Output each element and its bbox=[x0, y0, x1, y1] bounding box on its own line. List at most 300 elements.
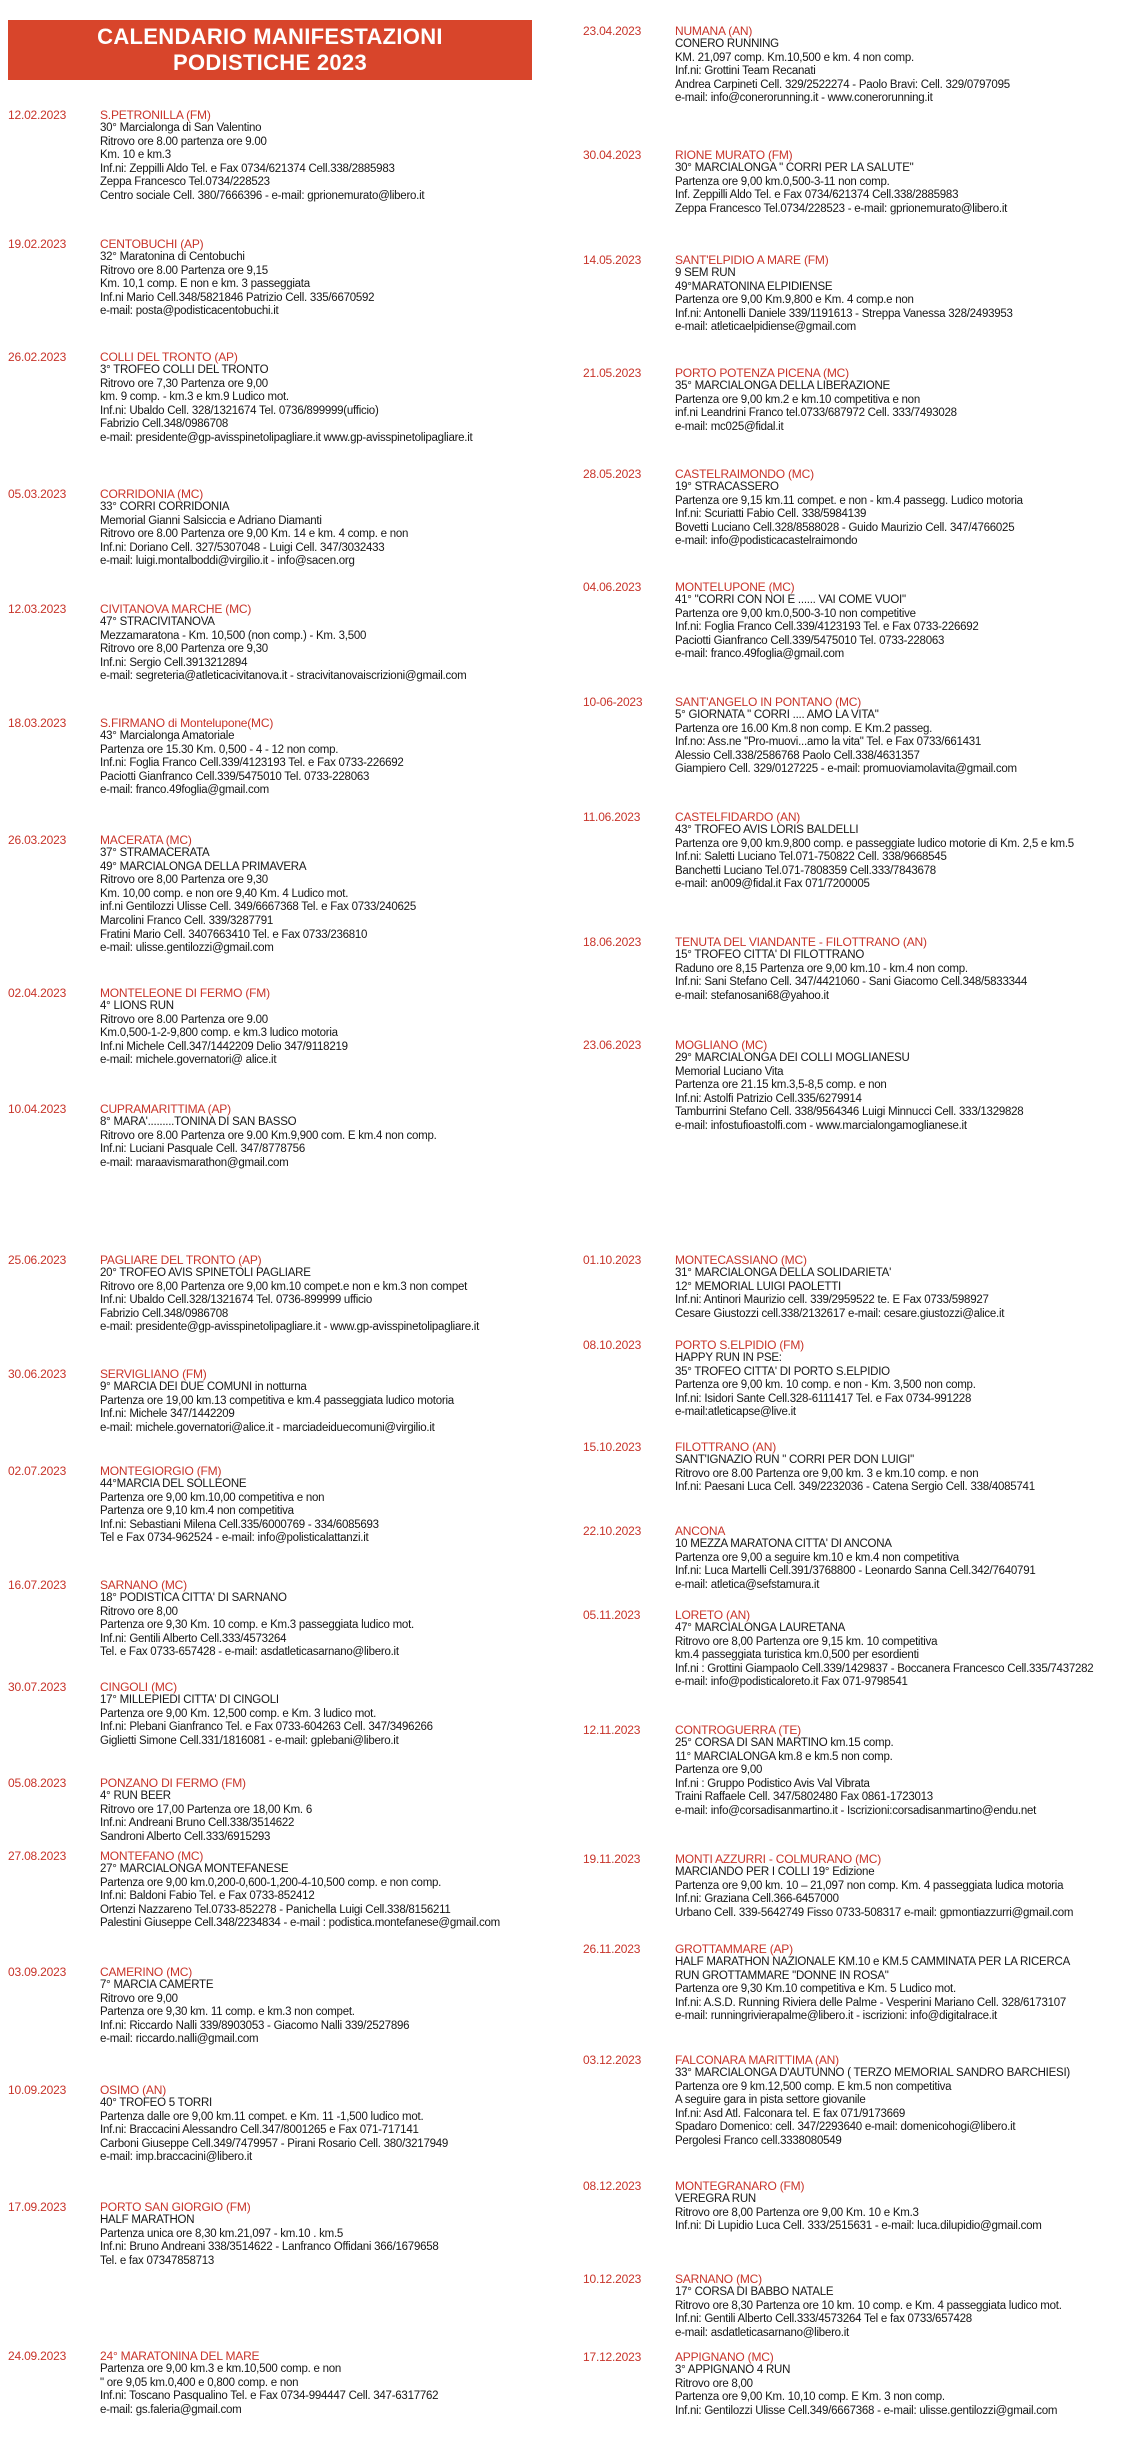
event-location: LORETO (AN) bbox=[675, 1608, 750, 1622]
event-date: 05.08.2023 bbox=[8, 1776, 67, 1790]
event-location: PAGLIARE DEL TRONTO (AP) bbox=[100, 1253, 262, 1267]
event-detail-line: Partenza ore 9,00 Km. 12,500 comp. e Km. 3 ludico mot. bbox=[100, 1707, 377, 1720]
event-detail-line: 19° STRACASSERO bbox=[675, 481, 779, 493]
event-detail-line: Ritrovo ore 8,00 Partenza ore 9,00 km.10 compet.e non e km.3 non compet bbox=[100, 1280, 468, 1293]
event-details bbox=[100, 833, 570, 956]
event-location: S.PETRONILLA (FM) bbox=[100, 108, 211, 122]
event-date: 25.06.2023 bbox=[8, 1253, 67, 1267]
event-detail-line: Partenza ore 9,00 Km. 10,10 comp. E Km. 3 non comp. bbox=[675, 2391, 945, 2404]
event-location: APPIGNANO (MC) bbox=[675, 2350, 774, 2364]
event-date: 30.04.2023 bbox=[583, 148, 642, 162]
event-detail-line: Pergolesi Franco cell.3338080549 bbox=[675, 2134, 842, 2147]
event-details bbox=[100, 1367, 570, 1435]
event-detail-line: Urbano Cell. 339-5642749 Fisso 0733-508317 e-mail: gpmontiazzurri@gmail.com bbox=[675, 1906, 1074, 1919]
event-detail-line: Giglietti Simone Cell.331/1816081 - e-mail: gplebani@libero.it bbox=[100, 1734, 399, 1747]
event-detail-line: Ritrovo ore 8,00 Partenza ore 9,30 bbox=[100, 643, 268, 656]
event-details bbox=[675, 2053, 1143, 2149]
event-details bbox=[675, 253, 1143, 335]
event-detail-line: RUN GROTTAMMARE "DONNE IN ROSA" bbox=[675, 1969, 889, 1982]
event-detail-line: 5° GIORNATA " CORRI .... AMO LA VITA" bbox=[675, 709, 879, 721]
event-detail-line: Partenza ore 9,00 km.0,500-3-10 non competitive bbox=[675, 607, 916, 620]
event-date: 21.05.2023 bbox=[583, 366, 642, 380]
event-detail-line: Inf.ni: Toscano Pasqualino Tel. e Fax 0734-994447 Cell. 347-6317762 bbox=[100, 2390, 439, 2403]
event-details bbox=[100, 602, 570, 684]
event-detail-line: Inf.ni: Gentilozzi Ulisse Cell.349/6667368 - e-mail: ulisse.gentilozzi@gmail.com bbox=[675, 2404, 1058, 2417]
event-detail-line: 4° RUN BEER bbox=[100, 1790, 171, 1802]
event-detail-line: e-mail: atleticaelpidiense@gmail.com bbox=[675, 321, 857, 334]
event-date: 03.09.2023 bbox=[8, 1965, 67, 1979]
event-detail-line: 11° MARCIALONGA km.8 e km.5 non comp. bbox=[675, 1750, 893, 1763]
event-detail-line: Inf.ni: Isidori Sante Cell.328-6111417 Tel. e Fax 0734-991228 bbox=[675, 1392, 972, 1405]
event-location: COLLI DEL TRONTO (AP) bbox=[100, 350, 238, 364]
event-detail-line: Partenza unica ore 8,30 km.21,097 - km.10 . km.5 bbox=[100, 2227, 344, 2240]
event-detail-line: Inf.ni: Sergio Cell.3913212894 bbox=[100, 656, 248, 669]
event-location: CENTOBUCHI (AP) bbox=[100, 237, 204, 251]
event-detail-line: HALF MARATHON NAZIONALE KM.10 e KM.5 CAMMINATA PER LA RICERCA bbox=[675, 1956, 1070, 1968]
event-date: 19.11.2023 bbox=[583, 1852, 641, 1866]
event-detail-line: Ritrovo ore 8.00 Partenza ore 9,15 bbox=[100, 264, 268, 277]
event-detail-line: Partenza ore 9,30 km. 11 comp. e km.3 non compet. bbox=[100, 2006, 355, 2019]
event-date: 03.12.2023 bbox=[583, 2053, 642, 2067]
event-detail-line: Inf.ni: Gentili Alberto Cell.333/4573264 bbox=[100, 1632, 287, 1645]
event-details bbox=[100, 1776, 570, 1844]
event-detail-line: Partenza ore 21.15 km.3,5-8,5 comp. e non bbox=[675, 1079, 887, 1092]
event-detail-line: Ritrovo ore 8.00 Partenza ore 9.00 bbox=[100, 1013, 268, 1026]
calendar-title-banner bbox=[8, 20, 532, 80]
event-date: 23.06.2023 bbox=[583, 1038, 642, 1052]
event-detail-line: e-mail: runningrivierapalme@libero.it - iscrizioni: info@digitalrace.it bbox=[675, 2010, 997, 2023]
event-detail-line: Ritrovo ore 8,00 Partenza ore 9,00 Km. 10 e Km.3 bbox=[675, 2206, 919, 2219]
event-details bbox=[675, 1253, 1143, 1321]
event-detail-line: Paciotti Gianfranco Cell.339/5475010 Tel. 0733-228063 bbox=[100, 770, 370, 783]
event-detail-line: Ritrovo ore 8,30 Partenza ore 10 km. 10 comp. e Km. 4 passeggiata ludico mot. bbox=[675, 2299, 1062, 2312]
event-detail-line: Inf.ni: Astolfi Patrizio Cell.335/6279914 bbox=[675, 1092, 862, 1105]
event-detail-line: Andrea Carpineti Cell. 329/2522274 - Paolo Bravi: Cell. 329/0797095 bbox=[675, 78, 1010, 91]
event-details bbox=[100, 1965, 570, 2047]
event-detail-line: Partenza ore 15.30 Km. 0,500 - 4 - 12 non comp. bbox=[100, 743, 339, 756]
event-location: CAMERINO (MC) bbox=[100, 1965, 193, 1979]
event-detail-line: Inf.ni: Bruno Andreani 338/3514622 - Lanfranco Offidani 366/1679658 bbox=[100, 2241, 439, 2254]
event-detail-line: e-mail: michele.governatori@ alice.it bbox=[100, 1054, 277, 1067]
event-date: 14.05.2023 bbox=[583, 253, 642, 267]
event-detail-line: 30° MARCIALONGA " CORRI PER LA SALUTE" bbox=[675, 162, 914, 174]
event-detail-line: 40° TROFEO 5 TORRI bbox=[100, 2097, 212, 2109]
event-detail-line: Giampiero Cell. 329/0127225 - e-mail: promuoviamolavita@gmail.com bbox=[675, 763, 1017, 776]
event-detail-line: Marcolini Franco Cell. 339/3287791 bbox=[100, 914, 274, 927]
event-detail-line: Ritrovo ore 8.00 partenza ore 9.00 bbox=[100, 135, 267, 148]
event-location: SERVIGLIANO (FM) bbox=[100, 1367, 207, 1381]
event-details bbox=[675, 24, 1143, 106]
event-detail-line: Partenza ore 9,00 km.10,00 competitiva e non bbox=[100, 1491, 325, 1504]
event-detail-line: 33° MARCIALONGA D'AUTUNNO ( TERZO MEMORIAL SANDRO BARCHIESI) bbox=[675, 2067, 1070, 2079]
event-detail-line: 25° CORSA DI SAN MARTINO km.15 comp. bbox=[675, 1737, 894, 1749]
event-detail-line: Inf.ni: Foglia Franco Cell.339/4123193 Tel. e Fax 0733-226692 bbox=[675, 621, 979, 634]
event-location: MOGLIANO (MC) bbox=[675, 1038, 768, 1052]
event-detail-line: Alessio Cell.338/2586768 Paolo Cell.338/4631357 bbox=[675, 749, 920, 762]
event-date: 18.06.2023 bbox=[583, 935, 642, 949]
event-location: MONTEGIORGIO (FM) bbox=[100, 1464, 222, 1478]
event-detail-line: Ritrovo ore 7,30 Partenza ore 9,00 bbox=[100, 377, 268, 390]
event-detail-line: e-mail: riccardo.nalli@gmail.com bbox=[100, 2033, 259, 2046]
event-detail-line: Inf.ni: Antonelli Daniele 339/1191613 - Streppa Vanessa 328/2493953 bbox=[675, 307, 1013, 320]
event-location: ANCONA bbox=[675, 1524, 726, 1538]
event-detail-line: Partenza ore 9,10 km.4 non competitiva bbox=[100, 1505, 294, 1518]
event-detail-line: VEREGRA RUN bbox=[675, 2193, 756, 2205]
event-date: 26.02.2023 bbox=[8, 350, 67, 364]
event-date: 28.05.2023 bbox=[583, 467, 642, 481]
event-detail-line: Partenza ore 9,30 Km.10 competitiva e Km. 5 Ludico mot. bbox=[675, 1983, 956, 1996]
event-detail-line: Paciotti Gianfranco Cell.339/5475010 Tel. 0733-228063 bbox=[675, 634, 945, 647]
event-detail-line: 31° MARCIALONGA DELLA SOLIDARIETA' bbox=[675, 1267, 892, 1279]
event-detail-line: 20° TROFEO AVIS SPINETOLI PAGLIARE bbox=[100, 1267, 311, 1279]
event-location: SARNANO (MC) bbox=[100, 1578, 187, 1592]
event-detail-line: Partenza ore 9,00 km.9,800 comp. e passeggiate ludico motorie di Km. 2,5 e km.5 bbox=[675, 837, 1074, 850]
event-detail-line: Partenza ore 9,00 km.3 e km.10,500 comp. e non bbox=[100, 2363, 342, 2375]
event-detail-line: Inf.ni : Grottini Giampaolo Cell.339/1429837 - Boccanera Francesco Cell.335/7437282 bbox=[675, 1662, 1094, 1675]
event-location: SARNANO (MC) bbox=[675, 2272, 762, 2286]
event-detail-line: 4° LIONS RUN bbox=[100, 1000, 174, 1012]
event-detail-line: KM. 21,097 comp. Km.10,500 e km. 4 non comp. bbox=[675, 51, 914, 64]
event-detail-line: Memorial Gianni Salsiccia e Adriano Diamanti bbox=[100, 514, 322, 527]
event-detail-line: Partenza ore 9 km.12,500 comp. E km.5 non competitiva bbox=[675, 2080, 952, 2093]
event-details bbox=[100, 487, 570, 569]
event-location: PORTO S.ELPIDIO (FM) bbox=[675, 1338, 804, 1352]
event-location: MONTEFANO (MC) bbox=[100, 1849, 204, 1863]
event-detail-line: e-mail: info@podisticaloreto.it Fax 071-9798541 bbox=[675, 1676, 908, 1689]
event-date: 12.03.2023 bbox=[8, 602, 67, 616]
event-detail-line: e-mail: stefanosani68@yahoo.it bbox=[675, 989, 829, 1002]
event-date: 30.06.2023 bbox=[8, 1367, 67, 1381]
event-detail-line: Mezzamaratona - Km. 10,500 (non comp.) - Km. 3,500 bbox=[100, 629, 367, 642]
event-date: 12.02.2023 bbox=[8, 108, 67, 122]
event-detail-line: 44°MARCIA DEL SOLLEONE bbox=[100, 1478, 247, 1490]
event-details bbox=[675, 935, 1143, 1003]
event-date: 01.10.2023 bbox=[583, 1253, 642, 1267]
event-detail-line: e-mail: imp.braccacini@libero.it bbox=[100, 2151, 252, 2164]
event-detail-line: HALF MARATHON bbox=[100, 2214, 195, 2226]
event-detail-line: Inf. Zeppilli Aldo Tel. e Fax 0734/621374 Cell.338/2885983 bbox=[675, 189, 959, 202]
event-detail-line: Ortenzi Nazzareno Tel.0733-852278 - Panichella Luigi Cell.338/8156211 bbox=[100, 1903, 451, 1916]
event-detail-line: 35° TROFEO CITTA' DI PORTO S.ELPIDIO bbox=[675, 1365, 890, 1378]
event-details bbox=[100, 1849, 570, 1931]
event-detail-line: Partenza ore 9,00 Km.9,800 e Km. 4 comp.e non bbox=[675, 294, 914, 307]
event-detail-line: Sandroni Alberto Cell.333/6915293 bbox=[100, 1830, 271, 1843]
event-details bbox=[675, 2179, 1143, 2234]
event-location: MONTEGRANARO (FM) bbox=[675, 2179, 805, 2193]
event-location: PORTO POTENZA PICENA (MC) bbox=[675, 366, 849, 380]
event-detail-line: Fabrizio Cell.348/0986708 bbox=[100, 418, 229, 431]
event-detail-line: 37° STRAMACERATA bbox=[100, 847, 210, 859]
event-detail-line: e-mail: atletica@sefstamura.it bbox=[675, 1578, 820, 1591]
event-details bbox=[100, 1464, 570, 1546]
event-detail-line: e-mail:atleticapse@live.it bbox=[675, 1406, 796, 1419]
event-detail-line: Tel. e Fax 0733-657428 - e-mail: asdatleticasarnano@libero.it bbox=[100, 1646, 399, 1659]
event-detail-line: e-mail: an009@fidal.it Fax 071/7200005 bbox=[675, 878, 870, 891]
event-detail-line: 49° MARCIALONGA DELLA PRIMAVERA bbox=[100, 860, 307, 873]
event-detail-line: e-mail: michele.governatori@alice.it - marciadeiduecomuni@virgilio.it bbox=[100, 1421, 435, 1434]
event-location: CIVITANOVA MARCHE (MC) bbox=[100, 602, 252, 616]
event-detail-line: Ritrovo ore 8.00 Partenza ore 9,00 Km. 14 e km. 4 comp. e non bbox=[100, 528, 409, 541]
event-details bbox=[675, 467, 1143, 549]
event-detail-line: 47° STRACIVITANOVA bbox=[100, 616, 215, 628]
event-date: 19.02.2023 bbox=[8, 237, 67, 251]
event-location: CASTELFIDARDO (AN) bbox=[675, 810, 801, 824]
event-detail-line: Ritrovo ore 8.00 Partenza ore 9.00 Km.9,900 com. E km.4 non comp. bbox=[100, 1129, 437, 1142]
event-detail-line: 49°MARATONINA ELPIDIENSE bbox=[675, 280, 833, 293]
event-detail-line: Banchetti Luciano Tel.071-7808359 Cell.333/7843678 bbox=[675, 864, 936, 877]
event-detail-line: e-mail: asdatleticasarnano@libero.it bbox=[675, 2326, 849, 2339]
event-detail-line: 15° TROFEO CITTA' DI FILOTTRANO bbox=[675, 949, 865, 961]
event-detail-line: Inf.ni: Michele 347/1442209 bbox=[100, 1408, 235, 1421]
event-location: PONZANO DI FERMO (FM) bbox=[100, 1776, 246, 1790]
event-details bbox=[100, 2083, 570, 2165]
event-detail-line: 3° APPIGNANO 4 RUN bbox=[675, 2364, 791, 2376]
event-details bbox=[100, 986, 570, 1068]
event-detail-line: Tel e Fax 0734-962524 - e-mail: info@polisticalattanzi.it bbox=[100, 1532, 369, 1545]
event-detail-line: Ritrovo ore 8,00 Partenza ore 9,30 bbox=[100, 874, 268, 887]
event-location: TENUTA DEL VIANDANTE - FILOTTRANO (AN) bbox=[675, 935, 927, 949]
event-detail-line: 30° Marcialonga di San Valentino bbox=[100, 122, 262, 134]
event-detail-line: e-mail: maraavismarathon@gmail.com bbox=[100, 1156, 289, 1169]
event-detail-line: e-mail: info@corsadisanmartino.it - Iscrizioni:corsadisanmartino@endu.net bbox=[675, 1804, 1037, 1817]
event-detail-line: Inf.ni: Sebastiani Milena Cell.335/6000769 - 334/6085693 bbox=[100, 1518, 379, 1531]
event-details bbox=[100, 1680, 570, 1748]
event-detail-line: Inf.ni: Graziana Cell.366-6457000 bbox=[675, 1893, 839, 1906]
event-detail-line: Partenza ore 9,00 km.0,500-3-11 non comp. bbox=[675, 175, 890, 188]
event-detail-line: e-mail: posta@podisticacentobuchi.it bbox=[100, 305, 279, 318]
event-detail-line: Carboni Giuseppe Cell.349/7479957 - Pirani Rosario Cell. 380/3217949 bbox=[100, 2137, 449, 2150]
calendar-title-line1: CALENDARIO MANIFESTAZIONI bbox=[97, 24, 443, 49]
event-details bbox=[675, 1608, 1143, 1690]
event-date: 17.12.2023 bbox=[583, 2350, 642, 2364]
event-detail-line: e-mail: info@conerorunning.it - www.conerorunning.it bbox=[675, 92, 933, 105]
calendar-title-line2: PODISTICHE 2023 bbox=[172, 50, 367, 75]
event-location: MONTELEONE DI FERMO (FM) bbox=[100, 986, 270, 1000]
event-detail-line: Partenza ore 9,00 bbox=[675, 1764, 763, 1777]
event-detail-line: e-mail: franco.49foglia@gmail.com bbox=[100, 784, 269, 797]
event-detail-line: e-mail: info@podisticacastelraimondo bbox=[675, 535, 858, 548]
event-detail-line: Traini Raffaele Cell. 347/5802480 Fax 0861-1723013 bbox=[675, 1791, 933, 1804]
event-location: FILOTTRANO (AN) bbox=[675, 1440, 776, 1454]
event-details bbox=[675, 2272, 1143, 2340]
event-detail-line: e-mail: gs.faleria@gmail.com bbox=[100, 2403, 242, 2416]
event-detail-line: 35° MARCIALONGA DELLA LIBERAZIONE bbox=[675, 380, 890, 392]
event-date: 04.06.2023 bbox=[583, 580, 642, 594]
event-detail-line: Km. 10,1 comp. E non e km. 3 passeggiata bbox=[100, 278, 310, 291]
event-detail-line: Inf.ni: Scuriatti Fabio Cell. 338/5984139 bbox=[675, 508, 867, 521]
event-date: 26.03.2023 bbox=[8, 833, 67, 847]
event-date: 11.06.2023 bbox=[583, 810, 641, 824]
event-detail-line: Inf.ni: Luca Martelli Cell.391/3768800 - Leonardo Sanna Cell.342/7640791 bbox=[675, 1565, 1036, 1578]
event-detail-line: 18° PODISTICA CITTA' DI SARNANO bbox=[100, 1592, 287, 1604]
event-detail-line: Inf.ni : Gruppo Podistico Avis Val Vibrata bbox=[675, 1777, 870, 1790]
event-detail-line: Inf.ni: Andreani Bruno Cell.338/3514622 bbox=[100, 1817, 295, 1830]
event-date: 12.11.2023 bbox=[583, 1723, 641, 1737]
event-detail-line: Inf.no: Ass.ne "Pro-muovi...amo la vita" Tel. e Fax 0733/661431 bbox=[675, 736, 982, 749]
event-date: 05.11.2023 bbox=[583, 1608, 641, 1622]
event-detail-line: 41° "CORRI CON NOI E ...... VAI COME VUOI" bbox=[675, 594, 906, 606]
event-detail-line: e-mail: infostufioastolfi.com - www.marcialongamoglianese.it bbox=[675, 1119, 967, 1132]
event-detail-line: km.4 passeggiata turistica km.0,500 per esordienti bbox=[675, 1649, 919, 1662]
event-detail-line: Tamburrini Stefano Cell. 338/9564346 Luigi Minnucci Cell. 333/1329828 bbox=[675, 1106, 1024, 1119]
event-details bbox=[675, 148, 1143, 216]
event-detail-line: Partenza ore 9,15 km.11 compet. e non - km.4 passegg. Ludico motoria bbox=[675, 494, 1023, 507]
event-detail-line: CONERO RUNNING bbox=[675, 38, 779, 50]
event-detail-line: Inf.ni: Plebani Gianfranco Tel. e Fax 0733-604263 Cell. 347/3496266 bbox=[100, 1721, 433, 1734]
event-detail-line: Partenza ore 9,00 km.0,200-0,600-1,200-4-10,500 comp. e non comp. bbox=[100, 1876, 442, 1889]
event-detail-line: Inf.ni: Sani Stefano Cell. 347/4421060 - Sani Giacomo Cell.348/5833344 bbox=[675, 976, 1028, 989]
event-location: FALCONARA MARITTIMA (AN) bbox=[675, 2053, 839, 2067]
event-detail-line: 8° MARA'.........TONINA DI SAN BASSO bbox=[100, 1116, 297, 1128]
event-detail-line: e-mail: presidente@gp-avisspinetolipagliare.it - www.gp-avisspinetolipagliare.it bbox=[100, 1321, 480, 1334]
event-detail-line: inf.ni Leandrini Franco tel.0733/687972 Cell. 333/7493028 bbox=[675, 407, 957, 420]
event-detail-line: 29° MARCIALONGA DEI COLLI MOGLIANESU bbox=[675, 1052, 910, 1064]
event-details bbox=[100, 2200, 570, 2268]
event-detail-line: Inf.ni: Zeppilli Aldo Tel. e Fax 0734/621374 Cell.338/2885983 bbox=[100, 162, 395, 175]
event-detail-line: 43° TROFEO AVIS LORIS BALDELLI bbox=[675, 824, 859, 836]
event-detail-line: Tel. e fax 07347858713 bbox=[100, 2254, 215, 2267]
event-detail-line: Inf.ni: Gentili Alberto Cell.333/4573264 Tel e fax 0733/657428 bbox=[675, 2313, 972, 2326]
event-detail-line: Inf.ni: Ubaldo Cell. 328/1321674 Tel. 0736/899999(ufficio) bbox=[100, 404, 379, 417]
event-detail-line: 9 SEM RUN bbox=[675, 267, 736, 279]
event-detail-line: MARCIANDO PER I COLLI 19° Edizione bbox=[675, 1866, 875, 1878]
event-detail-line: e-mail: ulisse.gentilozzi@gmail.com bbox=[100, 942, 274, 955]
event-detail-line: Memorial Luciano Vita bbox=[675, 1065, 784, 1078]
event-detail-line: Inf.ni: Riccardo Nalli 339/8903053 - Giacomo Nalli 339/2527896 bbox=[100, 2019, 410, 2032]
event-detail-line: Cesare Giustozzi cell.338/2132617 e-mail: cesare.giustozzi@alice.it bbox=[675, 1307, 1005, 1320]
event-details bbox=[675, 1723, 1143, 1819]
event-detail-line: Inf.ni Mario Cell.348/5821846 Patrizio Cell. 335/6670592 bbox=[100, 291, 375, 304]
event-details bbox=[675, 1038, 1143, 1134]
event-details bbox=[675, 1440, 1143, 1495]
event-details bbox=[100, 108, 570, 204]
event-location: SANT'ELPIDIO A MARE (FM) bbox=[675, 253, 829, 267]
event-detail-line: Inf.ni: Saletti Luciano Tel.071-750822 Cell. 338/9668545 bbox=[675, 851, 947, 864]
event-detail-line: 9° MARCIA DEI DUE COMUNI in notturna bbox=[100, 1381, 307, 1393]
event-detail-line: Centro sociale Cell. 380/7666396 - e-mail: gprionemurato@libero.it bbox=[100, 189, 425, 202]
event-location: OSIMO (AN) bbox=[100, 2083, 166, 2097]
event-details bbox=[675, 366, 1143, 434]
event-detail-line: Inf.ni: Braccacini Alessandro Cell.347/8001265 e Fax 071-717141 bbox=[100, 2124, 419, 2137]
event-details bbox=[675, 1524, 1143, 1592]
event-location: 24° MARATONINA DEL MARE bbox=[100, 2349, 260, 2363]
event-detail-line: inf.ni Gentilozzi Ulisse Cell. 349/6667368 Tel. e Fax 0733/240625 bbox=[100, 901, 416, 914]
event-details bbox=[100, 716, 570, 798]
event-detail-line: Inf.ni: Foglia Franco Cell.339/4123193 Tel. e Fax 0733-226692 bbox=[100, 757, 404, 770]
event-detail-line: Bovetti Luciano Cell.328/8588028 - Guido Maurizio Cell. 347/4766025 bbox=[675, 521, 1015, 534]
event-detail-line: 47° MARCIALONGA LAURETANA bbox=[675, 1622, 846, 1634]
event-date: 15.10.2023 bbox=[583, 1440, 642, 1454]
event-date: 10.12.2023 bbox=[583, 2272, 642, 2286]
event-date: 05.03.2023 bbox=[8, 487, 67, 501]
event-detail-line: e-mail: luigi.montalboddi@virgilio.it - info@sacen.org bbox=[100, 555, 355, 568]
event-date: 24.09.2023 bbox=[8, 2349, 67, 2363]
event-location: CUPRAMARITTIMA (AP) bbox=[100, 1102, 231, 1116]
event-detail-line: e-mail: segreteria@atleticacivitanova.it - stracivitanovaiscrizioni@gmail.com bbox=[100, 670, 467, 683]
event-details bbox=[675, 2350, 1143, 2418]
event-detail-line: Fabrizio Cell.348/0986708 bbox=[100, 1307, 229, 1320]
event-detail-line: 3° TROFEO COLLI DEL TRONTO bbox=[100, 364, 269, 376]
event-detail-line: Inf.ni: Baldoni Fabio Tel. e Fax 0733-852412 bbox=[100, 1890, 315, 1903]
event-detail-line: 12° MEMORIAL LUIGI PAOLETTI bbox=[675, 1280, 841, 1293]
event-details bbox=[100, 1253, 570, 1335]
event-detail-line: Zeppa Francesco Tel.0734/228523 - e-mail: gprionemurato@libero.it bbox=[675, 202, 1008, 215]
event-detail-line: Inf.ni: A.S.D. Running Riviera delle Palme - Vesperini Mariano Cell. 328/6173107 bbox=[675, 1996, 1067, 2009]
event-date: 10.04.2023 bbox=[8, 1102, 67, 1116]
event-date: 10-06-2023 bbox=[583, 695, 643, 709]
event-details bbox=[675, 580, 1143, 662]
event-detail-line: 7° MARCIA CAMERTE bbox=[100, 1979, 214, 1991]
event-detail-line: Partenza dalle ore 9,00 km.11 compet. e Km. 11 -1,500 ludico mot. bbox=[100, 2110, 424, 2123]
event-detail-line: km. 9 comp. - km.3 e km.9 Ludico mot. bbox=[100, 391, 289, 404]
event-detail-line: Km. 10,00 comp. e non ore 9,40 Km. 4 Ludico mot. bbox=[100, 887, 349, 900]
event-location: MONTI AZZURRI - COLMURANO (MC) bbox=[675, 1852, 881, 1866]
event-date: 02.04.2023 bbox=[8, 986, 67, 1000]
event-date: 10.09.2023 bbox=[8, 2083, 67, 2097]
event-date: 16.07.2023 bbox=[8, 1578, 67, 1592]
event-date: 18.03.2023 bbox=[8, 716, 67, 730]
event-details bbox=[675, 810, 1143, 892]
event-details bbox=[675, 1852, 1143, 1920]
event-detail-line: Ritrovo ore 9,00 bbox=[100, 1992, 178, 2005]
event-location: MONTECASSIANO (MC) bbox=[675, 1253, 807, 1267]
event-location: CASTELRAIMONDO (MC) bbox=[675, 467, 814, 481]
event-details bbox=[100, 1578, 570, 1660]
event-detail-line: SANT'IGNAZIO RUN " CORRI PER DON LUIGI" bbox=[675, 1454, 914, 1466]
event-date: 30.07.2023 bbox=[8, 1680, 67, 1694]
event-detail-line: Fratini Mario Cell. 3407663410 Tel. e Fax 0733/236810 bbox=[100, 928, 368, 941]
event-detail-line: Ritrovo ore 8,00 Partenza ore 9,15 km. 10 competitiva bbox=[675, 1635, 938, 1648]
event-date: 23.04.2023 bbox=[583, 24, 642, 38]
event-details bbox=[100, 2349, 570, 2417]
event-detail-line: Ritrovo ore 8.00 Partenza ore 9,00 km. 3 e km.10 comp. e non bbox=[675, 1467, 979, 1480]
event-detail-line: Partenza ore 9,00 km. 10 comp. e non - Km. 3,500 non comp. bbox=[675, 1379, 976, 1392]
event-detail-line: Partenza ore 9,00 km. 10 – 21,097 non comp. Km. 4 passeggiata ludica motoria bbox=[675, 1879, 1064, 1892]
event-location: MACERATA (MC) bbox=[100, 833, 192, 847]
event-detail-line: 43° Marcialonga Amatoriale bbox=[100, 730, 235, 742]
event-detail-line: 27° MARCIALONGA MONTEFANESE bbox=[100, 1863, 289, 1875]
event-details bbox=[100, 1102, 570, 1170]
event-location: CONTROGUERRA (TE) bbox=[675, 1723, 801, 1737]
event-detail-line: e-mail: presidente@gp-avisspinetolipagliare.it www.gp-avisspinetolipagliare.it bbox=[100, 431, 473, 444]
event-detail-line: Inf.ni: Doriano Cell. 327/5307048 - Luigi Cell. 347/3032433 bbox=[100, 541, 385, 554]
event-detail-line: Ritrovo ore 17,00 Partenza ore 18,00 Km. 6 bbox=[100, 1803, 312, 1816]
event-detail-line: Partenza ore 9,00 km.2 e km.10 competitiva e non bbox=[675, 393, 920, 406]
event-detail-line: Inf.ni: Antinori Maurizio cell. 339/2959522 te. E Fax 0733/598927 bbox=[675, 1294, 989, 1307]
event-date: 26.11.2023 bbox=[583, 1942, 641, 1956]
event-detail-line: Inf.ni: Paesani Luca Cell. 349/2232036 - Catena Sergio Cell. 338/4085741 bbox=[675, 1481, 1035, 1494]
event-detail-line: Partenza ore 16.00 Km.8 non comp. E Km.2 passeg. bbox=[675, 722, 933, 735]
event-location: CORRIDONIA (MC) bbox=[100, 487, 203, 501]
event-date: 08.12.2023 bbox=[583, 2179, 642, 2193]
event-detail-line: HAPPY RUN IN PSE: bbox=[675, 1352, 782, 1364]
event-date: 17.09.2023 bbox=[8, 2200, 67, 2214]
event-detail-line: Km. 10 e km.3 bbox=[100, 149, 171, 162]
event-location: MONTELUPONE (MC) bbox=[675, 580, 795, 594]
event-detail-line: Inf.ni: Grottini Team Recanati bbox=[675, 65, 816, 78]
event-date: 02.07.2023 bbox=[8, 1464, 67, 1478]
event-detail-line: Inf.ni: Ubaldo Cell.328/1321674 Tel. 0736-899999 ufficio bbox=[100, 1294, 373, 1307]
event-detail-line: A seguire gara in pista settore giovanile bbox=[675, 2094, 866, 2107]
event-detail-line: Zeppa Francesco Tel.0734/228523 bbox=[100, 176, 270, 189]
event-date: 27.08.2023 bbox=[8, 1849, 67, 1863]
event-detail-line: Km.0,500-1-2-9,800 comp. e km.3 ludico motoria bbox=[100, 1027, 338, 1040]
event-detail-line: Partenza ore 9,00 a seguire km.10 e km.4 non competitiva bbox=[675, 1551, 959, 1564]
event-detail-line: 33° CORRI CORRIDONIA bbox=[100, 501, 230, 513]
event-detail-line: Ritrovo ore 8,00 bbox=[675, 2377, 753, 2390]
event-location: RIONE MURATO (FM) bbox=[675, 148, 793, 162]
event-location: SANT'ANGELO IN PONTANO (MC) bbox=[675, 695, 862, 709]
